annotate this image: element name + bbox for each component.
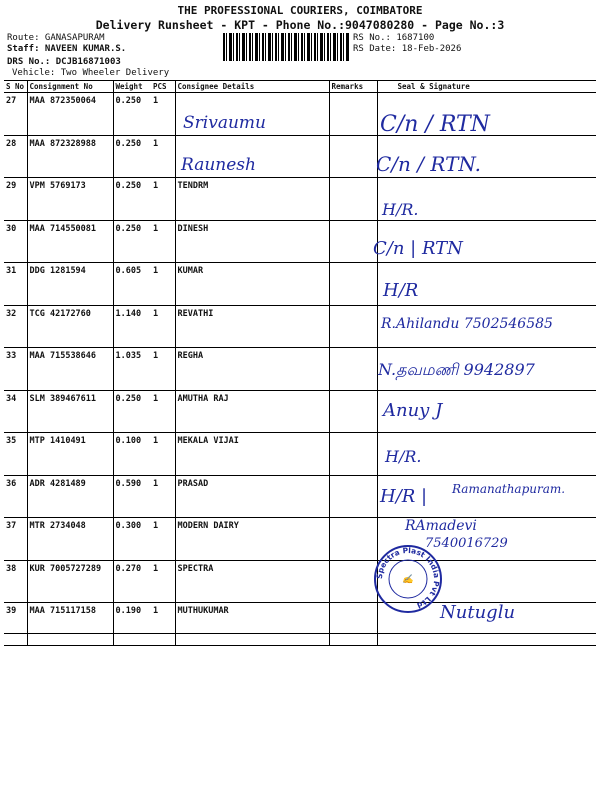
cell-consignment: MTR 2734048 — [27, 518, 113, 561]
cell-sno: 34 — [4, 390, 27, 433]
cell-pcs: 1 — [151, 178, 175, 221]
col-remarks: Remarks — [329, 81, 377, 93]
cell-consignment: MAA 714550081 — [27, 220, 113, 263]
signature-34: Anuy J — [383, 400, 443, 421]
col-consignee: Consignee Details — [175, 81, 329, 93]
svg-text:Spectra Plast India Pvt Ltd: Spectra Plast India Pvt Ltd — [374, 545, 442, 611]
cell-remarks — [329, 93, 377, 136]
cell-remarks — [329, 178, 377, 221]
cell-pcs: 1 — [151, 93, 175, 136]
table-row — [4, 135, 596, 178]
cell-weight: 0.300 — [113, 518, 151, 561]
company-title: THE PROFESSIONAL COURIERS, COIMBATORE — [177, 4, 423, 17]
col-consignment: Consignment No — [27, 81, 113, 93]
table-bottom-line — [4, 633, 596, 634]
cell-remarks — [329, 348, 377, 391]
cell-pcs: 1 — [151, 518, 175, 561]
cell-weight: 1.140 — [113, 305, 151, 348]
cell-consignment: KUR 7005727289 — [27, 560, 113, 603]
drs-number: DRS No.: DCJB16871003 — [7, 57, 121, 67]
cell-pcs: 1 — [151, 603, 175, 646]
cell-weight: 0.250 — [113, 220, 151, 263]
cell-consignment: DDG 1281594 — [27, 263, 113, 306]
col-sno: S No — [4, 81, 27, 93]
cell-consignment: MAA 872328988 — [27, 135, 113, 178]
cell-weight: 0.250 — [113, 93, 151, 136]
signature-36b: Ramanathapuram. — [452, 482, 566, 496]
cell-consignee: REVATHI — [175, 305, 329, 348]
cell-consignee: MUTHUKUMAR — [175, 603, 329, 646]
cell-weight: 0.590 — [113, 475, 151, 518]
cell-consignment: TCG 42172760 — [27, 305, 113, 348]
col-pcs: PCS — [151, 81, 175, 93]
cell-consignment: MAA 715538646 — [27, 348, 113, 391]
cell-remarks — [329, 220, 377, 263]
cell-remarks — [329, 390, 377, 433]
cell-remarks — [329, 263, 377, 306]
signature-39: Nutuglu — [440, 602, 516, 623]
cell-pcs: 1 — [151, 135, 175, 178]
table-row — [4, 433, 596, 476]
cell-weight: 0.605 — [113, 263, 151, 306]
cell-remarks — [329, 305, 377, 348]
cell-pcs: 1 — [151, 390, 175, 433]
cell-sno: 33 — [4, 348, 27, 391]
table-header-row — [4, 81, 596, 93]
runsheet-subtitle: Delivery Runsheet - KPT - Phone No.:9047080280 - Page No.:3 — [95, 18, 505, 32]
signature-37a: RAmadevi — [405, 518, 477, 534]
cell-pcs: 1 — [151, 348, 175, 391]
cell-consignee: DINESH — [175, 220, 329, 263]
cell-sno: 37 — [4, 518, 27, 561]
cell-consignment: VPM 5769173 — [27, 178, 113, 221]
cell-remarks — [329, 560, 377, 603]
cell-sno: 35 — [4, 433, 27, 476]
cell-consignment: ADR 4281489 — [27, 475, 113, 518]
signature-36a: H/R | — [380, 486, 428, 507]
handwriting-consignee-28: Raunesh — [181, 155, 256, 175]
svg-text:✍: ✍ — [402, 575, 414, 585]
cell-sno: 38 — [4, 560, 27, 603]
cell-pcs: 1 — [151, 475, 175, 518]
handwriting-consignee-27: Srivaumu — [183, 113, 266, 133]
cell-pcs: 1 — [151, 560, 175, 603]
cell-sno: 28 — [4, 135, 27, 178]
cell-remarks — [329, 433, 377, 476]
cell-consignment: MTP 1410491 — [27, 433, 113, 476]
table-row — [4, 263, 596, 306]
cell-weight: 0.100 — [113, 433, 151, 476]
cell-consignee: AMUTHA RAJ — [175, 390, 329, 433]
staff: Staff: NAVEEN KUMAR.S. — [7, 44, 127, 54]
cell-pcs: 1 — [151, 220, 175, 263]
cell-consignee: KUMAR — [175, 263, 329, 306]
cell-weight: 0.250 — [113, 390, 151, 433]
table-row — [4, 93, 596, 136]
route: Route: GANASAPURAM — [7, 33, 105, 43]
cell-pcs: 1 — [151, 433, 175, 476]
cell-consignment: MAA 715117158 — [27, 603, 113, 646]
cell-remarks — [329, 518, 377, 561]
cell-sno: 32 — [4, 305, 27, 348]
rs-date: RS Date: 18-Feb-2026 — [353, 44, 462, 54]
cell-sno: 27 — [4, 93, 27, 136]
cell-consignment: MAA 872350064 — [27, 93, 113, 136]
cell-consignee: REGHA — [175, 348, 329, 391]
cell-consignee: TENDRM — [175, 178, 329, 221]
signature-30: C/n | RTN — [373, 238, 463, 259]
signature-32: R.Ahilandu 7502546585 — [381, 316, 553, 332]
signature-35: H/R. — [385, 447, 422, 466]
signature-31: H/R — [383, 280, 419, 301]
cell-consignee: MEKALA VIJAI — [175, 433, 329, 476]
cell-consignee: MODERN DAIRY — [175, 518, 329, 561]
cell-pcs: 1 — [151, 305, 175, 348]
cell-consignee: PRASAD — [175, 475, 329, 518]
cell-sno: 30 — [4, 220, 27, 263]
cell-weight: 0.250 — [113, 135, 151, 178]
table-row — [4, 178, 596, 221]
cell-consignment: SLM 389467611 — [27, 390, 113, 433]
table-row — [4, 390, 596, 433]
cell-sno: 39 — [4, 603, 27, 646]
signature-27: C/n / RTN — [380, 112, 490, 137]
signature-28: C/n / RTN. — [376, 152, 481, 176]
vehicle: Vehicle: Two Wheeler Delivery — [12, 68, 170, 78]
cell-sno: 31 — [4, 263, 27, 306]
cell-consignee: SPECTRA — [175, 560, 329, 603]
table-row — [4, 220, 596, 263]
cell-sno: 29 — [4, 178, 27, 221]
cell-remarks — [329, 603, 377, 646]
cell-weight: 0.190 — [113, 603, 151, 646]
company-seal-stamp — [373, 544, 443, 614]
signature-33: N.தவமணி 9942897 — [378, 360, 535, 379]
cell-weight: 0.270 — [113, 560, 151, 603]
signature-29: H/R. — [382, 200, 419, 219]
table-row — [4, 560, 596, 603]
cell-weight: 0.250 — [113, 178, 151, 221]
col-weight: Weight — [113, 81, 151, 93]
cell-pcs: 1 — [151, 263, 175, 306]
barcode — [223, 33, 350, 61]
cell-remarks — [329, 135, 377, 178]
cell-weight: 1.035 — [113, 348, 151, 391]
cell-sno: 36 — [4, 475, 27, 518]
signature-37b: 7540016729 — [425, 536, 508, 551]
cell-remarks — [329, 475, 377, 518]
col-signature: Seal & Signature — [377, 81, 596, 93]
rs-number: RS No.: 1687100 — [353, 33, 435, 43]
